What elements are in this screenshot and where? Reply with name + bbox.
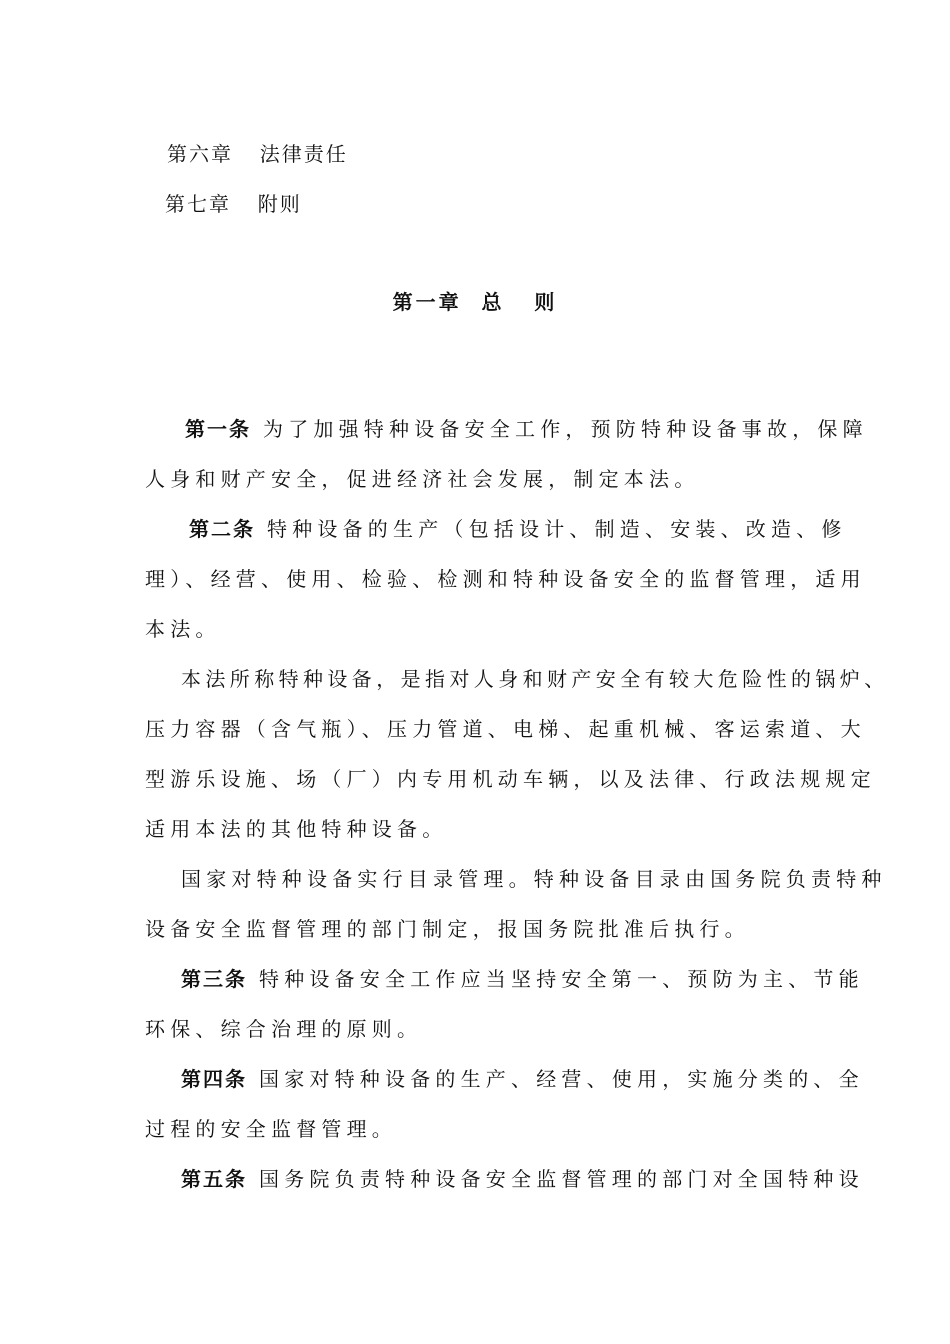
article-label: 第一条 <box>185 417 251 441</box>
article-label: 第五条 <box>181 1167 247 1191</box>
article-2-para-2-line-4: 适用本法的其他特种设备。 <box>145 817 448 841</box>
toc-chapter-number: 第六章 <box>167 142 233 166</box>
toc-entry-chapter-7[interactable] <box>165 188 302 217</box>
article-4-line-1 <box>145 1063 864 1092</box>
article-2-line-1 <box>145 513 847 542</box>
article-2-line-2: 理）、经营、使用、检验、检测和特种设备安全的监督管理，适用 <box>145 567 866 591</box>
toc-chapter-number: 第七章 <box>165 192 231 216</box>
toc-chapter-title: 法律责任 <box>259 142 348 166</box>
toc-entry-chapter-6[interactable] <box>167 138 348 167</box>
article-label: 第二条 <box>189 517 255 541</box>
article-text: 国务院负责特种设备安全监督管理的部门对全国特种设 <box>259 1167 864 1191</box>
article-4-line-2: 过程的安全监督管理。 <box>145 1117 397 1141</box>
article-1-line-1 <box>145 413 868 442</box>
article-1-line-2: 人身和财产安全，促进经济社会发展，制定本法。 <box>145 467 700 491</box>
article-2-para-2-line-1: 本法所称特种设备，是指对人身和财产安全有较大危险性的锅炉、 <box>181 667 889 691</box>
article-text: 特种设备安全工作应当坚持安全第一、预防为主、节能 <box>259 967 864 991</box>
article-2-para-2-line-3: 型游乐设施、场（厂）内专用机动车辆，以及法律、行政法规规定 <box>145 767 876 791</box>
article-3-line-2: 环保、综合治理的原则。 <box>145 1017 423 1041</box>
article-2-para-2-line-2: 压力容器（含气瓶）、压力管道、电梯、起重机械、客运索道、大 <box>145 717 866 741</box>
article-text: 国家对特种设备的生产、经营、使用，实施分类的、全 <box>259 1067 864 1091</box>
article-5-line-1 <box>145 1163 864 1192</box>
article-2-para-3-line-1: 国家对特种设备实行目录管理。特种设备目录由国务院负责特种 <box>181 867 887 891</box>
article-text: 特种设备的生产（包括设计、制造、安装、改造、修 <box>267 517 847 541</box>
article-3-line-1 <box>145 963 864 992</box>
article-2-para-3-line-2: 设备安全监督管理的部门制定，报国务院批准后执行。 <box>145 917 750 941</box>
chapter-heading: 第一章 总 则 <box>392 290 558 314</box>
article-2-line-3: 本法。 <box>145 617 221 641</box>
article-text: 为了加强特种设备安全工作，预防特种设备事故，保障 <box>263 417 868 441</box>
article-label: 第三条 <box>181 967 247 991</box>
toc-chapter-title: 附则 <box>257 192 302 216</box>
article-label: 第四条 <box>181 1067 247 1091</box>
